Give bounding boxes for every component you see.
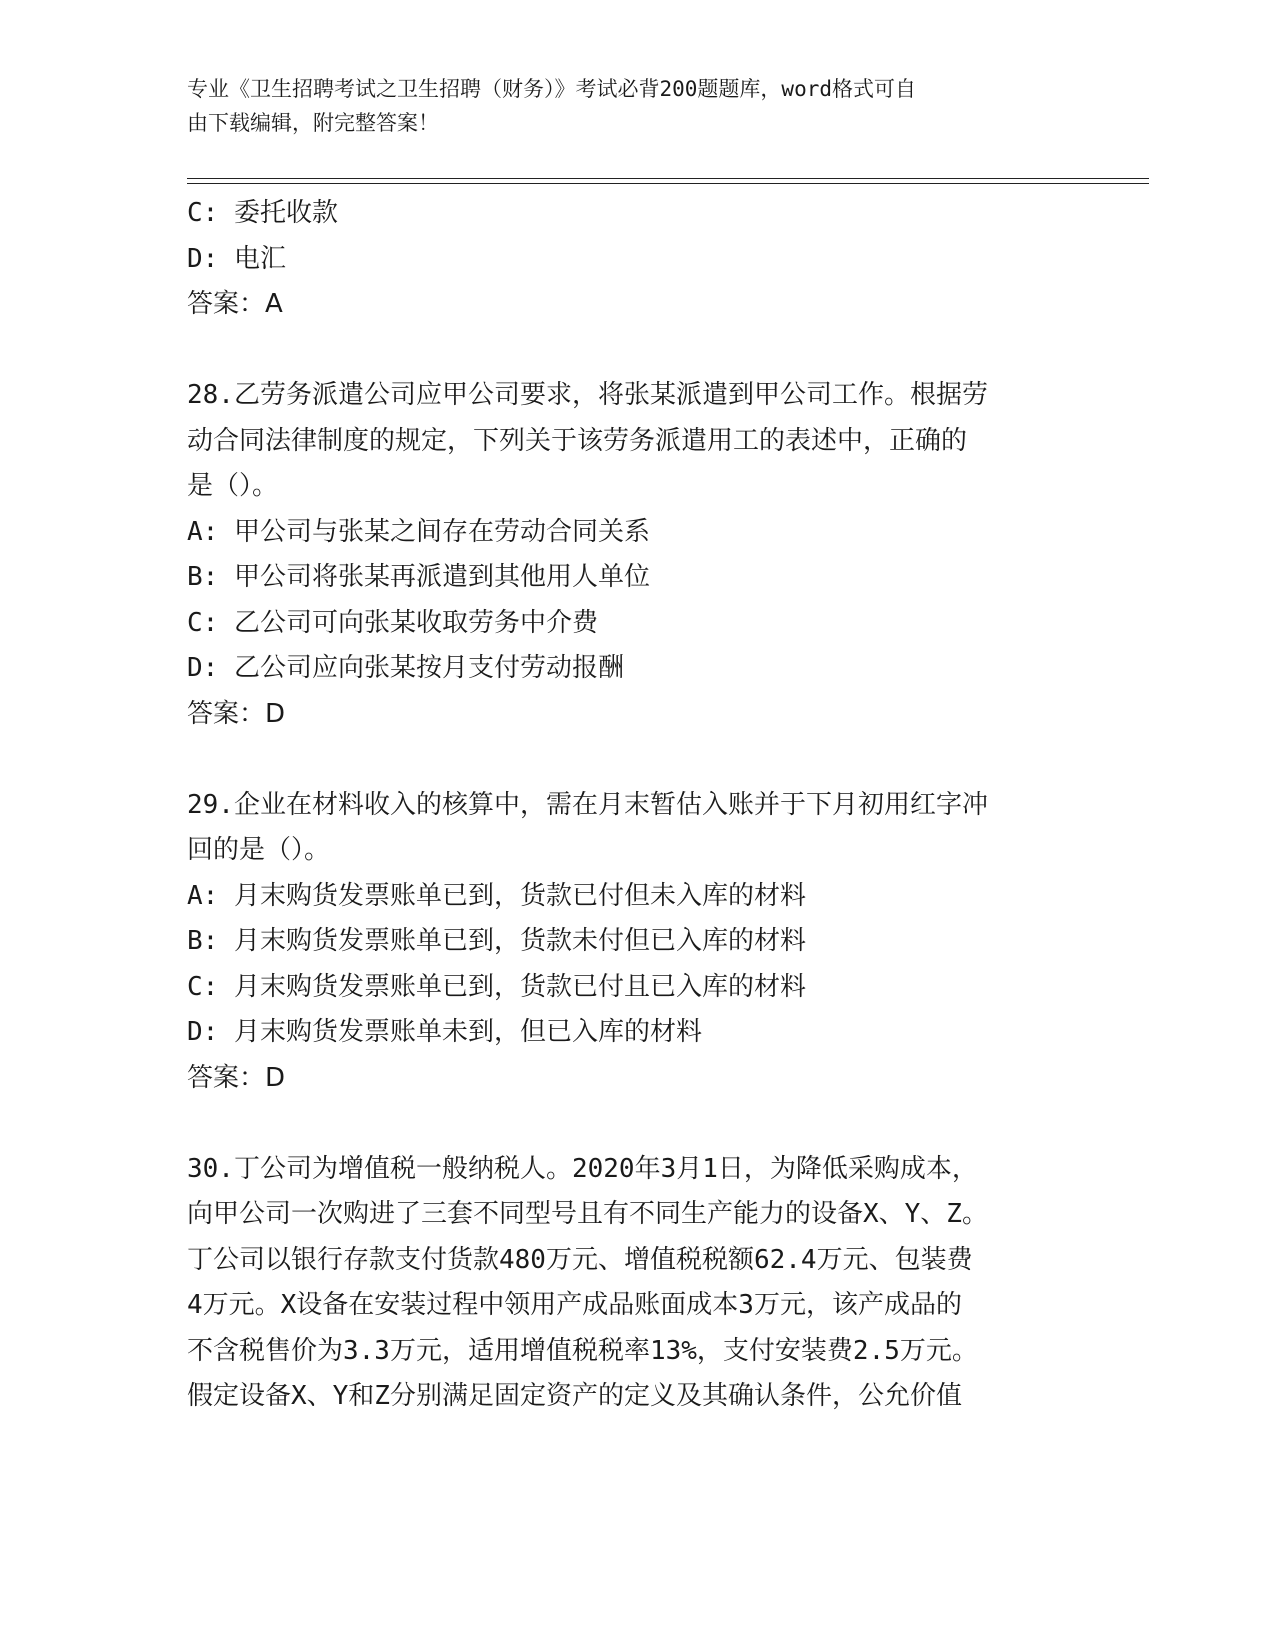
q30-stem-line-4: 4万元。X设备在安装过程中领用产成品账面成本3万元，该产成品的 (187, 1290, 962, 1320)
q28-option-a: A: 甲公司与张某之间存在劳动合同关系 (187, 516, 650, 547)
question-content (187, 191, 1087, 1420)
prev-option-c: C: 委托收款 (187, 198, 338, 228)
question-29 (187, 783, 1087, 1102)
header-divider-bottom (187, 183, 1149, 184)
q28-answer: 答案：D (187, 698, 286, 729)
question-28 (187, 373, 1087, 737)
q29-answer: 答案：D (187, 1062, 286, 1093)
q30-stem-line-3: 丁公司以银行存款支付货款480万元、增值税税额62.4万元、包装费 (187, 1244, 973, 1275)
header-line-1: 专业《卫生招聘考试之卫生招聘（财务）》考试必背200题题库，word格式可自 (187, 77, 916, 101)
q29-option-c: C: 月末购货发票账单已到，货款已付且已入库的材料 (187, 971, 806, 1002)
q29-option-a: A: 月末购货发票账单已到，货款已付但未入库的材料 (187, 880, 806, 911)
q29-option-d: D: 月末购货发票账单未到，但已入库的材料 (187, 1017, 702, 1047)
q29-stem-line-1: 29.企业在材料收入的核算中，需在月末暂估入账并于下月初用红字冲 (187, 789, 988, 820)
q28-stem-line-3: 是（）。 (187, 471, 279, 501)
q28-option-d: D: 乙公司应向张某按月支付劳动报酬 (187, 653, 624, 683)
question-30 (187, 1147, 1087, 1420)
prev-option-d: D: 电汇 (187, 243, 286, 274)
q28-stem-line-1: 28.乙劳务派遣公司应甲公司要求，将张某派遣到甲公司工作。根据劳 (187, 380, 988, 410)
q28-option-b: B: 甲公司将张某再派遣到其他用人单位 (187, 562, 650, 592)
q28-stem-line-2: 动合同法律制度的规定，下列关于该劳务派遣用工的表述中，正确的 (187, 425, 968, 456)
q29-stem-line-2: 回的是（）。 (187, 835, 331, 865)
header-line-2: 由下载编辑，附完整答案！ (187, 111, 439, 135)
q29-option-b: B: 月末购货发票账单已到，货款未付但已入库的材料 (187, 926, 806, 956)
header-divider-top (187, 178, 1149, 179)
document-header (187, 72, 1067, 140)
prev-answer: 答案：A (187, 289, 283, 319)
q30-stem-line-5: 不含税售价为3.3万元，适用增值税税率13%，支付安装费2.5万元。 (187, 1335, 978, 1366)
q28-option-c: C: 乙公司可向张某收取劳务中介费 (187, 607, 598, 638)
q30-stem-line-1: 30.丁公司为增值税一般纳税人。2020年3月1日，为降低采购成本， (187, 1153, 978, 1184)
q30-stem-line-6: 假定设备X、Y和Z分别满足固定资产的定义及其确认条件，公允价值 (187, 1381, 962, 1411)
q30-stem-line-2: 向甲公司一次购进了三套不同型号且有不同生产能力的设备X、Y、Z。 (187, 1199, 988, 1229)
